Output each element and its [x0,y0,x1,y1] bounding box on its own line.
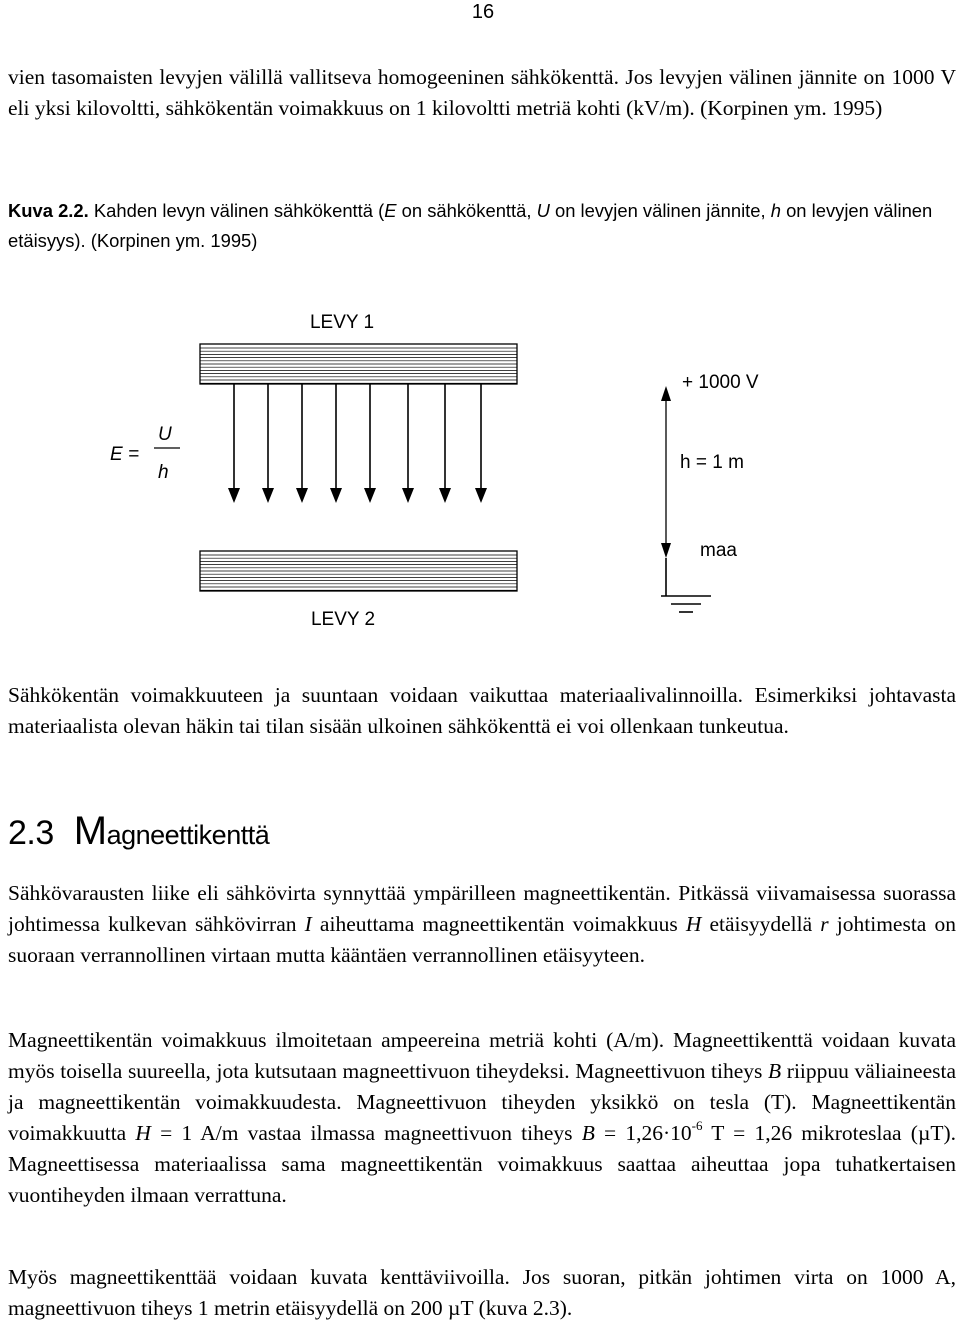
symbol-r: r [820,912,829,936]
formula-numerator: U [158,424,172,445]
text: = 1,26·10 [594,1121,692,1145]
plate-2 [200,551,517,591]
plate1-label: LEVY 1 [309,312,375,333]
field-arrowhead-icon [475,488,487,503]
arrow-up-icon [661,386,671,401]
paragraph-magnet-3: Myös magneettikenttää voidaan kuvata kenttäviivoilla. Jos suoran, pitkän johtimen virta on 1000 A, magneettivuon tiheys 1 metrin etäisyydellä on 200 µT (kuva 2.3). [8,1265,956,1320]
caption-text: Kahden levyn välinen sähkökenttä ( [88,200,385,221]
field-arrowhead-icon [402,488,414,503]
superscript: -6 [691,1117,703,1133]
formula-lhs: E = [110,444,140,465]
plate2-label: LEVY 2 [310,609,376,630]
paragraph-material: Sähkökentän voimakkuuteen ja suuntaan voidaan vaikuttaa materiaalivalinnoilla. Esimerkiksi johtavasta materiaalista olevan häkin tai tilan sisään ulkoinen sähkökenttä ei voi ollenkaan tunkeutua. [8,683,956,738]
text: T = 1,26 mikroteslaa (µT). Magneettisessa materiaalissa sama magneettikentän voimakkuus saattaa aiheuttaa jopa tuhatkertaisen vuontiheyden ilmaan verrattuna. [8,1121,956,1207]
text: riippuu väliaineesta ja magneettikentän voimakkuudesta. Magneettivuon tiheyden yksikkö on tesla (T). Magneettikentän voimakkuutta [8,1059,956,1145]
distance-label: h = 1 m [680,452,744,473]
plate-1 [200,344,517,384]
caption-text: on levyjen välinen etäisyys). (Korpinen ym. 1995) [8,200,933,251]
symbol-h: H [685,912,702,936]
field-arrowhead-icon [296,488,308,503]
paragraph-magnet-2 [8,1025,956,1211]
voltage-label: + 1000 V [682,372,759,393]
text: = 1 A/m vastaa ilmassa magneettivuon tiheys [150,1121,582,1145]
symbol-b: B [768,1059,782,1083]
caption-symbol-h: h [770,200,781,221]
ground-icon [661,558,711,612]
field-arrowhead-icon [330,488,342,503]
section-title-initial: M [73,809,107,853]
field-lines [228,384,487,503]
caption-text: on sähkökenttä, [396,200,537,221]
text: aiheuttama magneettikentän voimakkuus [311,912,686,936]
paragraph-intro: vien tasomaisten levyjen välillä vallitseva homogeeninen sähkökenttä. Jos levyjen välinen jännite on 1000 V eli yksi kilovoltti, sähkökentän voimakkuus on 1 kilovoltti metriä kohti (kV/m). (Korpinen ym. 1995) [8,65,956,120]
caption-text: on levyjen välinen jännite, [549,200,771,221]
symbol-b: B [581,1121,595,1145]
text: Sähkövarausten liike eli sähkövirta synnyttää ympärilleen magneettikentän. Pitkässä viivamaisessa suorassa johtimessa kulkevan sähkövirran [8,881,956,936]
caption-symbol-e: E [384,200,397,221]
page-number: 16 [471,1,495,23]
symbol-h: H [135,1121,151,1145]
field-arrowhead-icon [228,488,240,503]
section-heading [8,808,269,858]
field-arrowhead-icon [364,488,376,503]
figure-caption [8,196,956,256]
paragraph-magnet-1 [8,878,956,971]
electric-field-diagram [0,290,960,640]
text: johtimesta on suoraan verrannollinen virtaan mutta kääntäen verrannollinen etäisyyteen. [8,912,956,967]
symbol-i: I [304,912,312,936]
caption-label: Kuva 2.2. [8,200,89,221]
section-number: 2.3 [8,814,54,852]
ground-label: maa [700,540,737,561]
caption-symbol-u: U [536,200,550,221]
arrow-down-icon [661,543,671,558]
field-arrowhead-icon [439,488,451,503]
text: Magneettikentän voimakkuus ilmoitetaan ampeereina metriä kohti (A/m). Magneettikenttä voidaan kuvata myös toisella suureella, jota kutsutaan magneettivuon tiheydeksi. Magneettivuon tiheys [8,1028,956,1083]
field-arrowhead-icon [262,488,274,503]
section-title: agneettikenttä [106,820,270,850]
text: etäisyydellä [701,912,821,936]
formula-denominator: h [158,462,169,483]
